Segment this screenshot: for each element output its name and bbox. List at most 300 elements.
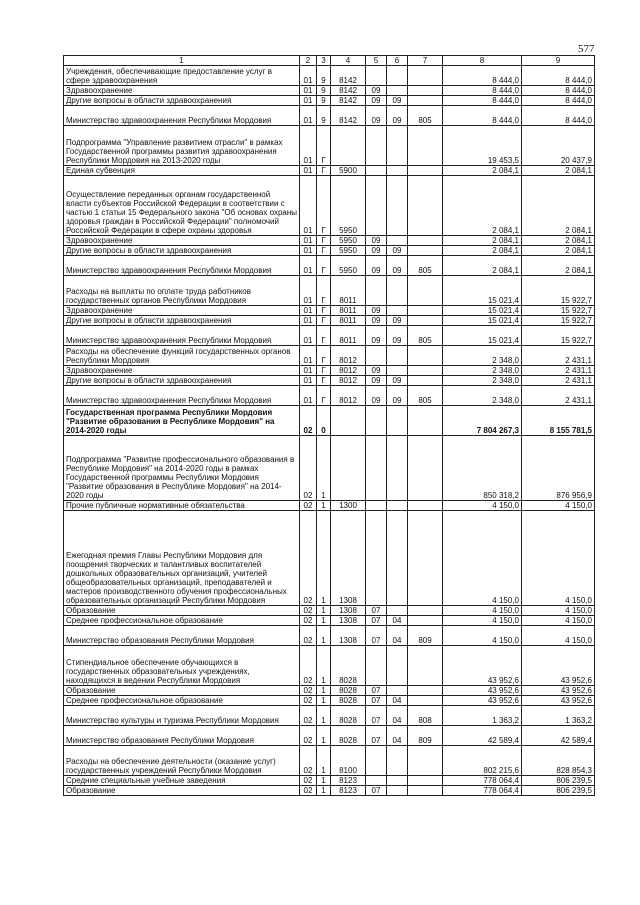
row-code-2: 01 xyxy=(300,376,317,386)
col-header-2: 2 xyxy=(300,56,317,66)
table-header-row xyxy=(64,56,595,66)
row-name: Прочие публичные нормативные обязательства xyxy=(64,501,300,511)
row-name: Министерство образования Республики Мордовия xyxy=(64,626,300,646)
row-code-4: 8028 xyxy=(331,646,366,686)
row-code-7 xyxy=(408,406,443,436)
row-code-4: 8142 xyxy=(331,66,366,86)
table-row xyxy=(64,276,595,306)
row-name: Расходы на обеспечение функций государственных органов Республики Мордовия xyxy=(64,346,300,366)
row-amount-8: 15 021,4 xyxy=(443,276,522,306)
row-name: Единая субвенция xyxy=(64,166,300,176)
row-code-5 xyxy=(366,66,387,86)
row-amount-8: 42 589,4 xyxy=(443,726,522,746)
row-code-2: 02 xyxy=(300,436,317,501)
row-code-7: 808 xyxy=(408,706,443,726)
col-header-1: 1 xyxy=(64,56,300,66)
row-code-7 xyxy=(408,126,443,166)
row-code-7 xyxy=(408,166,443,176)
row-code-4: 5950 xyxy=(331,236,366,246)
table-row xyxy=(64,646,595,686)
row-code-3: 1 xyxy=(317,646,331,686)
row-code-3: Г xyxy=(317,126,331,166)
row-code-3: 9 xyxy=(317,106,331,126)
row-code-3: 9 xyxy=(317,96,331,106)
row-name: Другие вопросы в области здравоохранения xyxy=(64,376,300,386)
table-row xyxy=(64,166,595,176)
row-code-7 xyxy=(408,746,443,776)
row-name: Образование xyxy=(64,786,300,796)
row-code-2: 01 xyxy=(300,276,317,306)
row-code-6 xyxy=(387,501,408,511)
row-code-7 xyxy=(408,646,443,686)
row-code-4: 1308 xyxy=(331,626,366,646)
row-code-3: 1 xyxy=(317,436,331,501)
row-amount-9: 4 150,0 xyxy=(522,616,595,626)
row-amount-8: 8 444,0 xyxy=(443,66,522,86)
row-name: Среднее профессиональное образование xyxy=(64,616,300,626)
table-row xyxy=(64,406,595,436)
row-amount-9: 4 150,0 xyxy=(522,511,595,606)
row-code-5: 09 xyxy=(366,316,387,326)
row-code-2: 01 xyxy=(300,126,317,166)
row-code-5: 09 xyxy=(366,106,387,126)
row-code-6: 04 xyxy=(387,706,408,726)
row-code-4: 8028 xyxy=(331,696,366,706)
row-code-2: 02 xyxy=(300,686,317,696)
row-amount-8: 15 021,4 xyxy=(443,326,522,346)
row-code-3: 1 xyxy=(317,616,331,626)
row-code-6: 09 xyxy=(387,106,408,126)
table-row xyxy=(64,326,595,346)
row-name: Среднее профессиональное образование xyxy=(64,696,300,706)
row-code-6 xyxy=(387,86,408,96)
row-code-4: 5900 xyxy=(331,166,366,176)
row-code-4: 1300 xyxy=(331,501,366,511)
row-code-7 xyxy=(408,786,443,796)
table-row xyxy=(64,686,595,696)
row-amount-8: 850 318,2 xyxy=(443,436,522,501)
row-amount-8: 2 348,0 xyxy=(443,366,522,376)
table-row xyxy=(64,696,595,706)
row-amount-8: 43 952,6 xyxy=(443,686,522,696)
row-code-2: 01 xyxy=(300,346,317,366)
row-name: Стипендиальное обеспечение обучающихся в государственных образовательных учреждениях, находящихся в ведении Республики Мордовия xyxy=(64,646,300,686)
row-amount-8: 4 150,0 xyxy=(443,626,522,646)
row-amount-9: 2 084,1 xyxy=(522,246,595,256)
row-code-7 xyxy=(408,246,443,256)
row-code-4: 8028 xyxy=(331,726,366,746)
row-name: Министерство здравоохранения Республики Мордовия xyxy=(64,256,300,276)
table-row xyxy=(64,176,595,236)
row-amount-8: 802 215,6 xyxy=(443,746,522,776)
row-code-7 xyxy=(408,176,443,236)
row-name: Подпрограмма "Развитие профессионального образования в Республике Мордовия" на 2014-2020 годы в рамках Государственной программы Республики Мордовия "Развитие образования в Республике Мордовия" на 2014-2020 годы xyxy=(64,436,300,501)
col-header-6: 6 xyxy=(387,56,408,66)
row-amount-9: 15 922,7 xyxy=(522,276,595,306)
row-amount-9: 2 084,1 xyxy=(522,236,595,246)
row-name: Другие вопросы в области здравоохранения xyxy=(64,96,300,106)
row-code-2: 02 xyxy=(300,706,317,726)
row-amount-9: 2 084,1 xyxy=(522,256,595,276)
row-name: Осуществление переданных органам государственной власти субъектов Российской Федерации в соответствии с частью 1 статьи 15 Федерального закона "Об основах охраны здоровья граждан в Российской Федерации" полномочий Российской Федерации в сфере охраны здоровья xyxy=(64,176,300,236)
row-code-7 xyxy=(408,436,443,501)
row-code-3: 1 xyxy=(317,511,331,606)
row-code-5 xyxy=(366,126,387,166)
row-code-7 xyxy=(408,616,443,626)
col-header-9: 9 xyxy=(522,56,595,66)
row-code-5: 09 xyxy=(366,256,387,276)
row-code-3: 1 xyxy=(317,686,331,696)
row-code-5: 07 xyxy=(366,726,387,746)
row-amount-8: 15 021,4 xyxy=(443,306,522,316)
table-row xyxy=(64,726,595,746)
row-name: Ежегодная премия Главы Республики Мордовия для поощрения творческих и талантливых воспитателей дошкольных образовательных организаций, учителей общеобразовательных организаций, преподавателей и мастеров производственного обучения профессиональных образовательных организаций Республики Мордовия xyxy=(64,511,300,606)
row-code-6 xyxy=(387,126,408,166)
row-code-2: 02 xyxy=(300,786,317,796)
row-code-3: 1 xyxy=(317,696,331,706)
row-code-5: 07 xyxy=(366,706,387,726)
row-code-4: 8012 xyxy=(331,376,366,386)
row-code-5 xyxy=(366,776,387,786)
row-amount-9: 4 150,0 xyxy=(522,501,595,511)
budget-table xyxy=(63,55,595,796)
table-row xyxy=(64,511,595,606)
row-name: Министерство здравоохранения Республики Мордовия xyxy=(64,106,300,126)
row-code-6: 09 xyxy=(387,256,408,276)
row-code-2: 02 xyxy=(300,726,317,746)
row-code-6 xyxy=(387,786,408,796)
row-amount-8: 778 064,4 xyxy=(443,786,522,796)
row-code-7 xyxy=(408,606,443,616)
table-row xyxy=(64,746,595,776)
table-row xyxy=(64,126,595,166)
row-amount-9: 2 084,1 xyxy=(522,166,595,176)
row-code-7: 805 xyxy=(408,326,443,346)
row-code-7 xyxy=(408,306,443,316)
row-amount-8: 2 084,1 xyxy=(443,246,522,256)
row-code-4: 5950 xyxy=(331,246,366,256)
table-row xyxy=(64,706,595,726)
row-code-6 xyxy=(387,406,408,436)
row-name: Государственная программа Республики Мордовия "Развитие образования в Республике Мордовия" на 2014-2020 годы xyxy=(64,406,300,436)
row-amount-9: 20 437,9 xyxy=(522,126,595,166)
row-amount-9: 8 444,0 xyxy=(522,66,595,86)
row-code-7 xyxy=(408,96,443,106)
row-code-6 xyxy=(387,511,408,606)
row-amount-9: 2 431,1 xyxy=(522,366,595,376)
row-amount-8: 2 348,0 xyxy=(443,346,522,366)
row-amount-8: 2 084,1 xyxy=(443,236,522,246)
table-row xyxy=(64,96,595,106)
col-header-4: 4 xyxy=(331,56,366,66)
row-code-5 xyxy=(366,176,387,236)
row-code-3: 1 xyxy=(317,746,331,776)
row-code-2: 01 xyxy=(300,366,317,376)
row-amount-8: 43 952,6 xyxy=(443,696,522,706)
table-row xyxy=(64,236,595,246)
row-code-2: 01 xyxy=(300,246,317,256)
row-code-4: 8028 xyxy=(331,686,366,696)
row-code-4: 8123 xyxy=(331,786,366,796)
row-amount-9: 8 155 781,5 xyxy=(522,406,595,436)
row-code-2: 02 xyxy=(300,406,317,436)
row-code-4: 8011 xyxy=(331,326,366,346)
col-header-3: 3 xyxy=(317,56,331,66)
row-amount-9: 2 084,1 xyxy=(522,176,595,236)
col-header-7: 7 xyxy=(408,56,443,66)
row-code-6 xyxy=(387,606,408,616)
row-code-5: 07 xyxy=(366,696,387,706)
row-code-5 xyxy=(366,406,387,436)
table-row xyxy=(64,376,595,386)
row-code-2: 01 xyxy=(300,166,317,176)
table-row xyxy=(64,616,595,626)
row-name: Другие вопросы в области здравоохранения xyxy=(64,246,300,256)
row-amount-9: 43 952,6 xyxy=(522,646,595,686)
row-code-7: 809 xyxy=(408,626,443,646)
row-code-5 xyxy=(366,511,387,606)
row-code-6 xyxy=(387,346,408,366)
row-code-4: 8011 xyxy=(331,276,366,306)
row-code-3: Г xyxy=(317,306,331,316)
row-code-5: 09 xyxy=(366,376,387,386)
row-amount-9: 42 589,4 xyxy=(522,726,595,746)
row-code-2: 02 xyxy=(300,501,317,511)
row-name: Образование xyxy=(64,686,300,696)
row-amount-9: 43 952,6 xyxy=(522,686,595,696)
row-code-6 xyxy=(387,366,408,376)
row-name: Учреждения, обеспечивающие предоставление услуг в сфере здравоохранения xyxy=(64,66,300,86)
col-header-8: 8 xyxy=(443,56,522,66)
row-amount-8: 2 348,0 xyxy=(443,376,522,386)
row-amount-8: 2 084,1 xyxy=(443,166,522,176)
row-code-7 xyxy=(408,776,443,786)
row-code-4 xyxy=(331,406,366,436)
row-code-2: 02 xyxy=(300,626,317,646)
row-amount-9: 15 922,7 xyxy=(522,316,595,326)
row-amount-8: 1 363,2 xyxy=(443,706,522,726)
row-code-5: 09 xyxy=(366,96,387,106)
row-amount-9: 8 444,0 xyxy=(522,96,595,106)
row-code-2: 02 xyxy=(300,616,317,626)
row-code-5 xyxy=(366,166,387,176)
row-amount-9: 2 431,1 xyxy=(522,376,595,386)
row-code-7 xyxy=(408,501,443,511)
row-code-4: 5950 xyxy=(331,256,366,276)
row-code-6: 04 xyxy=(387,626,408,646)
table-row xyxy=(64,316,595,326)
row-code-3: Г xyxy=(317,346,331,366)
row-amount-9: 4 150,0 xyxy=(522,626,595,646)
row-code-4: 1308 xyxy=(331,616,366,626)
table-row xyxy=(64,626,595,646)
row-amount-9: 806 239,5 xyxy=(522,776,595,786)
row-amount-8: 4 150,0 xyxy=(443,511,522,606)
table-row xyxy=(64,386,595,406)
row-code-6: 09 xyxy=(387,376,408,386)
row-code-5: 07 xyxy=(366,686,387,696)
row-code-7 xyxy=(408,66,443,86)
row-code-5: 09 xyxy=(366,366,387,376)
row-code-3: 1 xyxy=(317,776,331,786)
table-row xyxy=(64,246,595,256)
row-code-6 xyxy=(387,276,408,306)
row-code-2: 01 xyxy=(300,256,317,276)
row-code-7 xyxy=(408,86,443,96)
col-header-5: 5 xyxy=(366,56,387,66)
row-name: Подпрограмма "Управление развитием отрасли" в рамках Государственной программы развития здравоохранения Республики Мордовия на 2013-2020 годы xyxy=(64,126,300,166)
row-code-5: 09 xyxy=(366,246,387,256)
row-name: Министерство культуры и туризма Республики Мордовия xyxy=(64,706,300,726)
row-code-6: 04 xyxy=(387,726,408,746)
row-code-4: 8012 xyxy=(331,366,366,376)
row-code-6: 09 xyxy=(387,246,408,256)
row-code-2: 02 xyxy=(300,776,317,786)
row-code-6 xyxy=(387,776,408,786)
row-code-7 xyxy=(408,696,443,706)
row-code-6 xyxy=(387,746,408,776)
row-code-6: 04 xyxy=(387,696,408,706)
row-code-4: 8142 xyxy=(331,86,366,96)
row-code-7 xyxy=(408,316,443,326)
row-code-4: 8123 xyxy=(331,776,366,786)
row-amount-8: 8 444,0 xyxy=(443,86,522,96)
row-code-2: 01 xyxy=(300,386,317,406)
row-code-5: 07 xyxy=(366,616,387,626)
row-amount-8: 8 444,0 xyxy=(443,96,522,106)
row-code-2: 01 xyxy=(300,86,317,96)
row-code-5: 09 xyxy=(366,326,387,346)
row-code-5: 09 xyxy=(366,386,387,406)
row-amount-9: 43 952,6 xyxy=(522,696,595,706)
row-code-7 xyxy=(408,236,443,246)
row-amount-8: 8 444,0 xyxy=(443,106,522,126)
row-name: Министерство здравоохранения Республики Мордовия xyxy=(64,326,300,346)
row-name: Министерство образования Республики Мордовия xyxy=(64,726,300,746)
row-code-3: Г xyxy=(317,366,331,376)
row-code-3: 1 xyxy=(317,726,331,746)
row-code-3: Г xyxy=(317,236,331,246)
row-amount-8: 4 150,0 xyxy=(443,616,522,626)
row-code-4: 5950 xyxy=(331,176,366,236)
row-code-6: 09 xyxy=(387,96,408,106)
row-code-3: 1 xyxy=(317,501,331,511)
row-amount-9: 8 444,0 xyxy=(522,106,595,126)
table-row xyxy=(64,106,595,126)
row-code-2: 02 xyxy=(300,511,317,606)
row-code-5: 07 xyxy=(366,786,387,796)
row-amount-9: 2 431,1 xyxy=(522,346,595,366)
row-amount-9: 15 922,7 xyxy=(522,326,595,346)
table-row xyxy=(64,346,595,366)
row-code-6 xyxy=(387,306,408,316)
row-code-4: 8142 xyxy=(331,106,366,126)
row-code-4 xyxy=(331,436,366,501)
row-amount-8: 7 804 267,3 xyxy=(443,406,522,436)
row-code-6 xyxy=(387,436,408,501)
row-code-7 xyxy=(408,376,443,386)
table-row xyxy=(64,366,595,376)
row-code-2: 01 xyxy=(300,326,317,346)
row-code-5: 07 xyxy=(366,626,387,646)
row-name: Здравоохранение xyxy=(64,366,300,376)
row-name: Расходы на выплаты по оплате труда работников государственных органов Республики Мордовия xyxy=(64,276,300,306)
table-row xyxy=(64,86,595,96)
row-code-4 xyxy=(331,126,366,166)
row-code-3: Г xyxy=(317,176,331,236)
table-row xyxy=(64,256,595,276)
row-code-6 xyxy=(387,686,408,696)
row-name: Здравоохранение xyxy=(64,306,300,316)
row-code-7: 809 xyxy=(408,726,443,746)
row-code-6: 09 xyxy=(387,386,408,406)
row-code-3: Г xyxy=(317,316,331,326)
row-code-6 xyxy=(387,646,408,686)
row-code-6 xyxy=(387,66,408,86)
table-row xyxy=(64,786,595,796)
row-code-7: 805 xyxy=(408,106,443,126)
table-row xyxy=(64,776,595,786)
row-code-5: 09 xyxy=(366,86,387,96)
row-name: Расходы на обеспечение деятельности (оказание услуг) государственных учреждений Республики Мордовия xyxy=(64,746,300,776)
row-code-4: 8012 xyxy=(331,386,366,406)
row-code-5 xyxy=(366,646,387,686)
row-code-3: Г xyxy=(317,246,331,256)
row-code-2: 01 xyxy=(300,306,317,316)
row-code-7 xyxy=(408,511,443,606)
row-amount-8: 19 453,5 xyxy=(443,126,522,166)
row-amount-8: 4 150,0 xyxy=(443,606,522,616)
table-body xyxy=(64,66,595,796)
table-row xyxy=(64,436,595,501)
row-code-3: 1 xyxy=(317,706,331,726)
row-code-3: 0 xyxy=(317,406,331,436)
row-code-7 xyxy=(408,686,443,696)
row-code-2: 02 xyxy=(300,646,317,686)
row-amount-8: 778 064,4 xyxy=(443,776,522,786)
row-code-6 xyxy=(387,166,408,176)
row-code-3: Г xyxy=(317,326,331,346)
row-code-3: 1 xyxy=(317,606,331,616)
row-code-7 xyxy=(408,346,443,366)
row-code-4: 8011 xyxy=(331,306,366,316)
row-code-5: 09 xyxy=(366,236,387,246)
row-name: Здравоохранение xyxy=(64,236,300,246)
row-code-2: 01 xyxy=(300,316,317,326)
row-code-4: 8028 xyxy=(331,706,366,726)
row-code-2: 01 xyxy=(300,176,317,236)
table-row xyxy=(64,501,595,511)
row-code-5 xyxy=(366,346,387,366)
row-code-5 xyxy=(366,501,387,511)
row-code-3: 9 xyxy=(317,86,331,96)
table-row xyxy=(64,66,595,86)
row-amount-8: 43 952,6 xyxy=(443,646,522,686)
row-code-3: Г xyxy=(317,256,331,276)
row-amount-8: 4 150,0 xyxy=(443,501,522,511)
row-code-5 xyxy=(366,276,387,306)
row-code-4: 1308 xyxy=(331,511,366,606)
row-code-2: 01 xyxy=(300,96,317,106)
row-code-2: 01 xyxy=(300,236,317,246)
row-name: Здравоохранение xyxy=(64,86,300,96)
row-code-7: 805 xyxy=(408,386,443,406)
row-code-7: 805 xyxy=(408,256,443,276)
page-number: 577 xyxy=(578,43,595,55)
row-code-2: 02 xyxy=(300,746,317,776)
row-code-2: 01 xyxy=(300,106,317,126)
row-code-5 xyxy=(366,746,387,776)
